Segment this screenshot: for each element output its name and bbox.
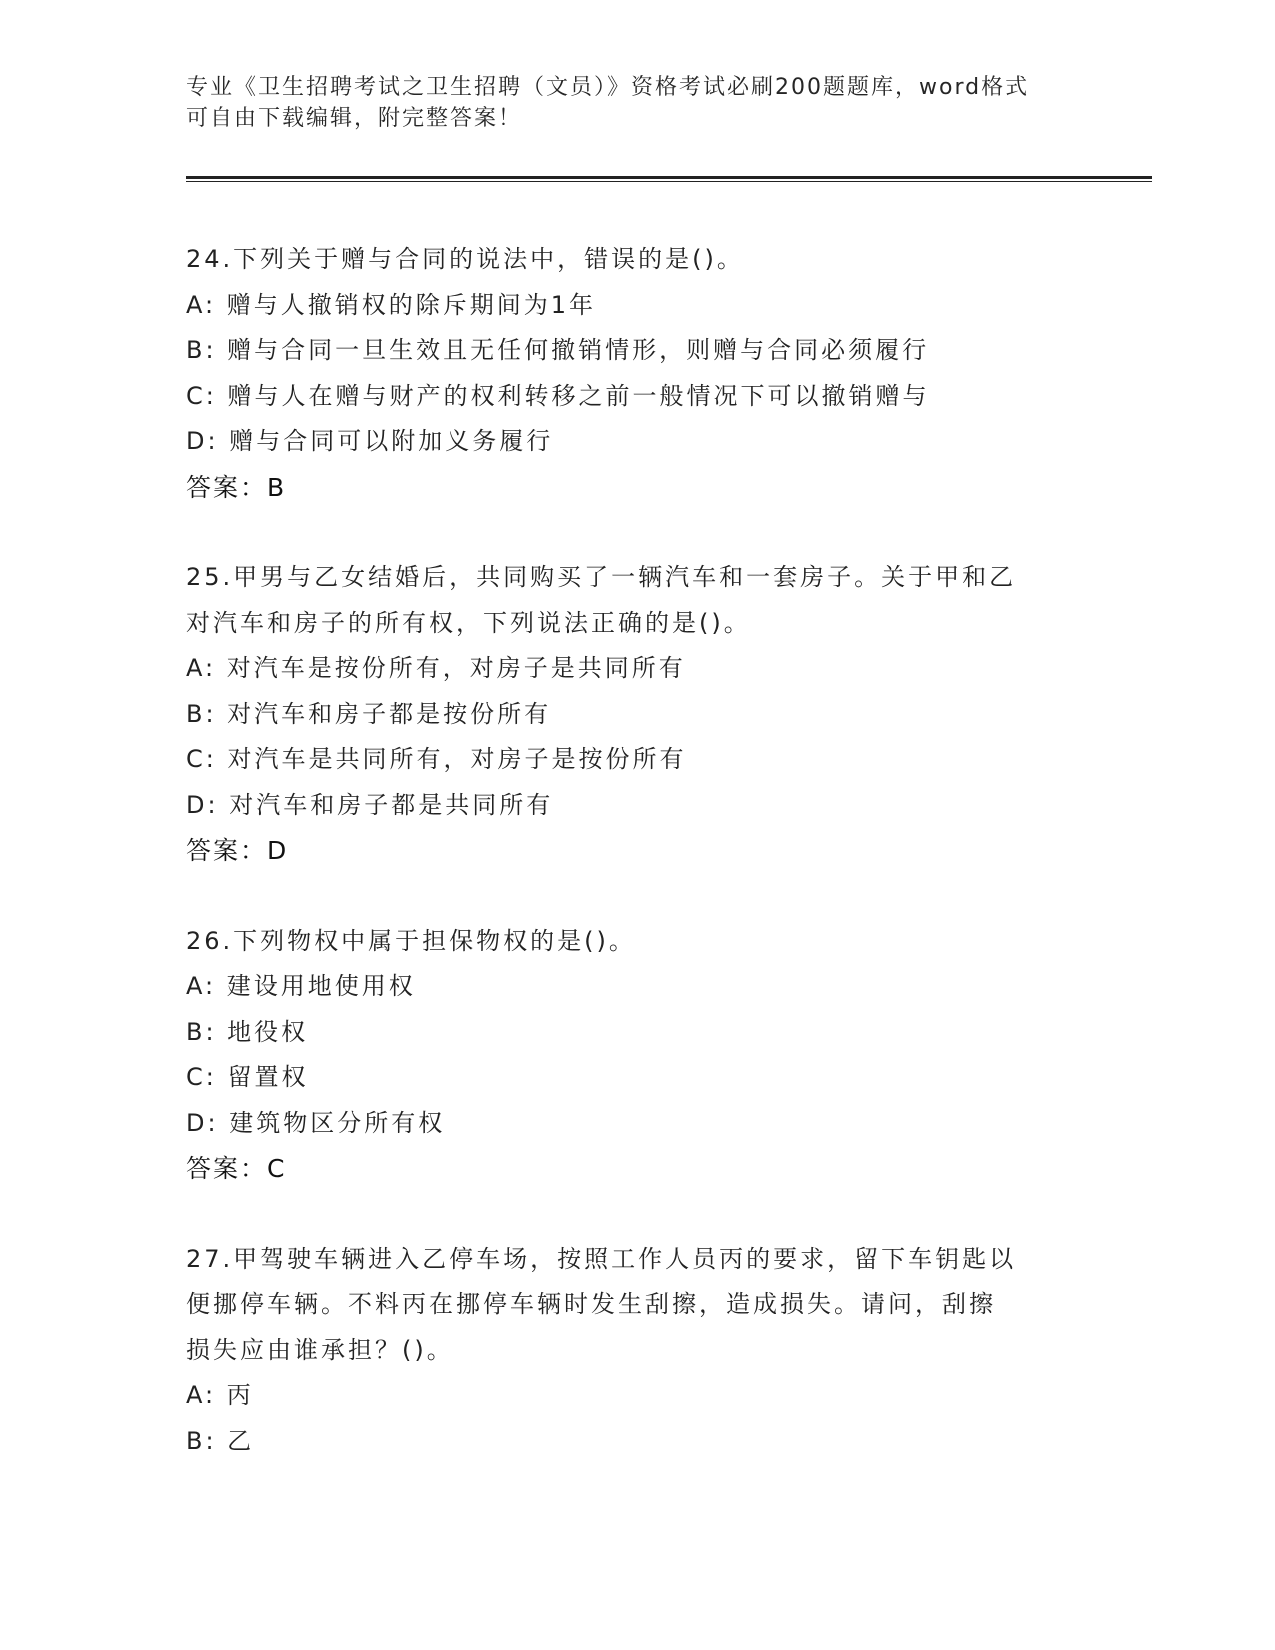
option-d: D: 建筑物区分所有权 xyxy=(186,1108,446,1137)
answer-label: 答案：D xyxy=(186,836,289,865)
question-stem: 26.下列物权中属于担保物权的是()。 xyxy=(186,926,636,955)
option-d: D: 赠与合同可以附加义务履行 xyxy=(186,427,554,455)
option-b: B: 乙 xyxy=(186,1426,255,1455)
option-b: B: 赠与合同一旦生效且无任何撤销情形，则赠与合同必须履行 xyxy=(186,336,930,364)
option-a: A: 对汽车是按份所有，对房子是共同所有 xyxy=(186,654,686,682)
question-27 xyxy=(186,1237,1126,1465)
question-stem: 24.下列关于赠与合同的说法中，错误的是()。 xyxy=(186,245,744,273)
answer-label: 答案：B xyxy=(186,472,287,502)
question-stem: 25.甲男与乙女结婚后，共同购买了一辆汽车和一套房子。关于甲和乙 xyxy=(186,563,1017,591)
option-d: D: 对汽车和房子都是共同所有 xyxy=(186,790,554,819)
header-divider-thick xyxy=(186,176,1152,179)
question-stem-continued: 对汽车和房子的所有权，下列说法正确的是()。 xyxy=(186,608,751,637)
option-a: A: 建设用地使用权 xyxy=(186,972,416,1000)
header-divider-thin xyxy=(186,181,1152,182)
document-header xyxy=(186,72,1076,134)
option-a: A: 赠与人撤销权的除斥期间为1年 xyxy=(186,290,596,319)
option-c: C: 赠与人在赠与财产的权利转移之前一般情况下可以撤销赠与 xyxy=(186,381,930,410)
header-line-1: 专业《卫生招聘考试之卫生招聘（文员）》资格考试必刷200题题库，word格式 xyxy=(186,75,1030,100)
question-stem-continued: 损失应由谁承担？()。 xyxy=(186,1335,454,1364)
option-b: B: 地役权 xyxy=(186,1017,309,1046)
option-a: A: 丙 xyxy=(186,1381,254,1409)
question-26 xyxy=(186,919,1126,1192)
option-c: C: 对汽车是共同所有，对房子是按份所有 xyxy=(186,745,687,773)
question-stem-continued: 便挪停车辆。不料丙在挪停车辆时发生刮擦，造成损失。请问，刮擦 xyxy=(186,1290,996,1318)
option-c: C: 留置权 xyxy=(186,1063,309,1091)
header-line-2: 可自由下载编辑，附完整答案！ xyxy=(186,106,523,131)
question-stem: 27.甲驾驶车辆进入乙停车场，按照工作人员丙的要求，留下车钥匙以 xyxy=(186,1244,1017,1273)
option-b: B: 对汽车和房子都是按份所有 xyxy=(186,699,552,728)
answer-label: 答案：C xyxy=(186,1154,287,1183)
question-list xyxy=(186,237,1126,1509)
question-25 xyxy=(186,555,1126,874)
question-24 xyxy=(186,237,1126,510)
